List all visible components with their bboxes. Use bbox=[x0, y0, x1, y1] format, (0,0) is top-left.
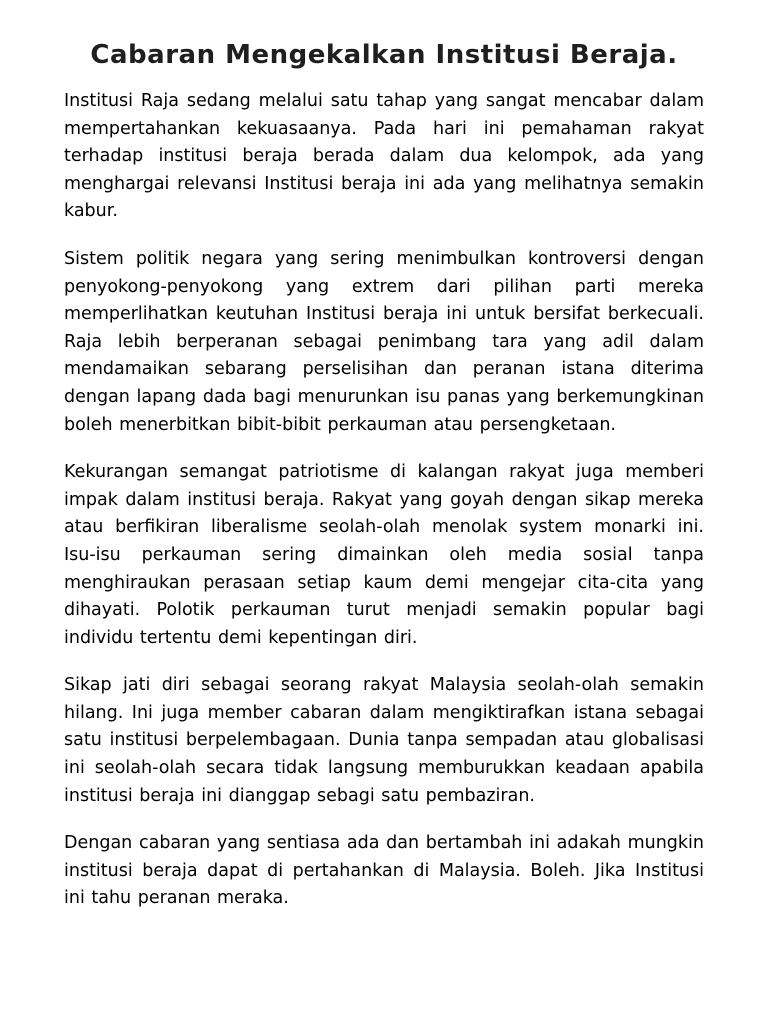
paragraph-3: Kekurangan semangat patriotisme di kalangan rakyat juga memberi impak dalam institusi beraja. Rakyat yang goyah dengan sikap mereka atau berfikiran liberalisme seolah-olah menolak system monarki ini. Isu-isu perkauman sering dimainkan oleh media sosial tanpa menghiraukan perasaan setiap kaum demi mengejar cita-cita yang dihayati. Polotik perkauman turut menjadi semakin popular bagi individu tertentu demi kepentingan diri. bbox=[64, 462, 704, 648]
paragraph-1: Institusi Raja sedang melalui satu tahap yang sangat mencabar dalam mempertahankan kekuasaanya. Pada hari ini pemahaman rakyat terhadap institusi beraja berada dalam dua kelompok, ada yang menghargai relevansi Institusi beraja ini ada yang melihatnya semakin kabur. bbox=[64, 91, 704, 222]
paragraph-4: Sikap jati diri sebagai seorang rakyat Malaysia seolah-olah semakin hilang. Ini juga member cabaran dalam mengiktirafkan istana sebagai satu institusi berpelembagaan. Dunia tanpa sempadan atau globalisasi ini seolah-olah secara tidak langsung memburukkan keadaan apabila institusi beraja ini dianggap sebagi satu pembaziran. bbox=[64, 675, 704, 806]
paragraph-2: Sistem politik negara yang sering menimbulkan kontroversi dengan penyokong-penyokong yang extrem dari pilihan parti mereka memperlihatkan keutuhan Institusi beraja ini untuk bersifat berkecuali. Raja lebih berperanan sebagai penimbang tara yang adil dalam mendamaikan sebarang perselisihan dan peranan istana diterima dengan lapang dada bagi menurunkan isu panas yang berkemungkinan boleh menerbitkan bibit-bibit perkauman atau persengketaan. bbox=[64, 248, 704, 435]
paragraph-5: Dengan cabaran yang sentiasa ada dan bertambah ini adakah mungkin institusi beraja dapat di pertahankan di Malaysia. Boleh. Jika Institusi ini tahu peranan meraka. bbox=[64, 833, 704, 909]
document-title: Cabaran Mengekalkan Institusi Beraja. bbox=[90, 40, 678, 70]
